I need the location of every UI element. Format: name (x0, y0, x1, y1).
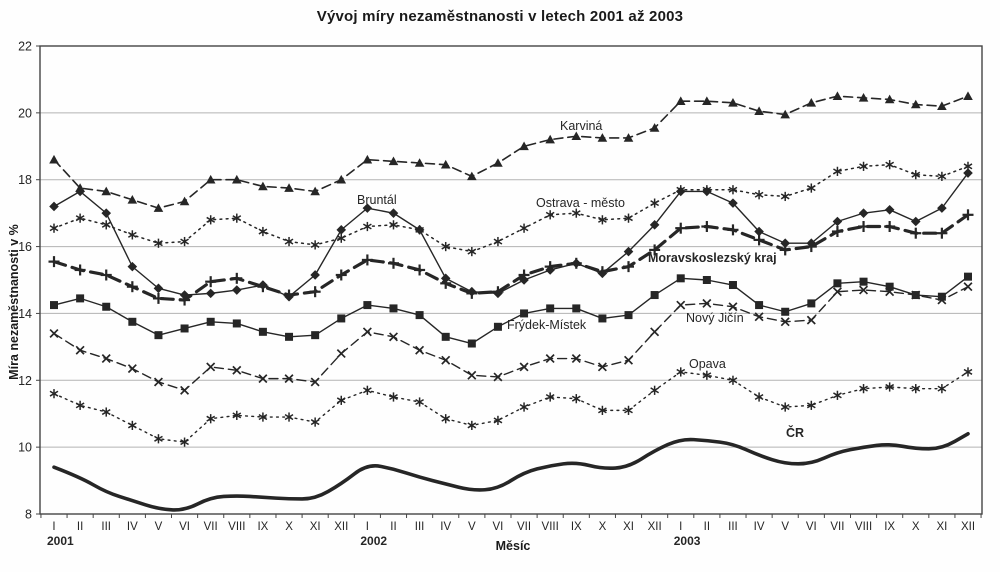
markers-ostrava-mesto (50, 160, 972, 256)
markers-frydek-mistek (50, 273, 972, 348)
series-frydek-mistek (50, 273, 972, 348)
svg-text:XII: XII (647, 521, 662, 533)
x-axis-title: Měsíc (495, 539, 531, 553)
svg-text:IV: IV (440, 521, 452, 533)
series-label-bruntal: Bruntál (357, 193, 397, 207)
svg-text:VII: VII (203, 521, 218, 533)
svg-text:IX: IX (884, 521, 896, 533)
svg-text:XII: XII (960, 521, 976, 533)
y-axis-title: Míra nezaměstnanosti v % (7, 224, 21, 380)
svg-text:22: 22 (18, 39, 32, 54)
svg-text:VII: VII (830, 521, 845, 533)
series-label-novy-jicin: Nový Jičín (686, 311, 744, 325)
svg-text:8: 8 (25, 507, 32, 522)
year-labels (47, 534, 701, 548)
svg-text:II: II (703, 521, 711, 533)
svg-text:VI: VI (805, 521, 817, 533)
svg-text:VII: VII (517, 521, 532, 533)
svg-text:IV: IV (126, 521, 138, 533)
svg-text:V: V (781, 521, 790, 533)
series-ostrava-mesto (50, 160, 972, 256)
markers-karvina (49, 91, 973, 212)
month-labels (52, 521, 975, 533)
svg-text:X: X (598, 521, 607, 533)
svg-text:XI: XI (936, 521, 948, 533)
svg-text:18: 18 (18, 173, 32, 188)
svg-text:10: 10 (18, 440, 32, 455)
series-label-ostrava-mesto: Ostrava - město (536, 196, 625, 210)
svg-text:XII: XII (334, 521, 349, 533)
chart-title: Vývoj míry nezaměstnanosti v letech 2001 až 2003 (316, 8, 684, 25)
svg-text:X: X (285, 521, 293, 533)
series-label-moravskoslezsky-kraj: Moravskoslezský kraj (648, 251, 777, 265)
svg-text:V: V (467, 521, 476, 533)
svg-text:14: 14 (18, 306, 32, 321)
svg-text:VIII: VIII (854, 521, 873, 533)
series-karvina (49, 91, 973, 212)
svg-text:12: 12 (18, 373, 32, 388)
svg-text:III: III (101, 521, 112, 533)
svg-text:20: 20 (18, 106, 32, 121)
svg-text:II: II (76, 521, 84, 533)
svg-text:X: X (911, 521, 920, 533)
svg-text:VIII: VIII (541, 521, 559, 533)
series-label-frydek-mistek: Frýdek-Místek (507, 318, 587, 332)
svg-text:VI: VI (492, 521, 504, 533)
svg-text:XI: XI (623, 521, 634, 533)
svg-text:2003: 2003 (673, 534, 701, 548)
svg-text:I: I (679, 521, 683, 533)
svg-text:III: III (414, 521, 425, 533)
series-label-cr: ČR (786, 426, 805, 440)
svg-text:I: I (365, 521, 369, 533)
svg-text:VI: VI (179, 521, 191, 533)
series-cr (54, 434, 968, 510)
svg-text:2002: 2002 (360, 534, 388, 548)
svg-text:IX: IX (570, 521, 582, 533)
svg-text:V: V (154, 521, 163, 533)
svg-text:2001: 2001 (47, 534, 74, 548)
svg-text:IV: IV (753, 521, 765, 533)
svg-text:III: III (728, 521, 738, 533)
svg-text:I: I (52, 521, 56, 533)
svg-text:II: II (390, 521, 397, 533)
svg-text:XI: XI (309, 521, 321, 533)
series-label-opava: Opava (689, 357, 726, 371)
svg-text:16: 16 (18, 240, 32, 255)
series-label-karvina: Karviná (560, 119, 603, 133)
markers-opava (50, 367, 972, 446)
series-opava (50, 367, 972, 446)
svg-text:IX: IX (257, 521, 269, 533)
svg-text:VIII: VIII (228, 521, 246, 533)
